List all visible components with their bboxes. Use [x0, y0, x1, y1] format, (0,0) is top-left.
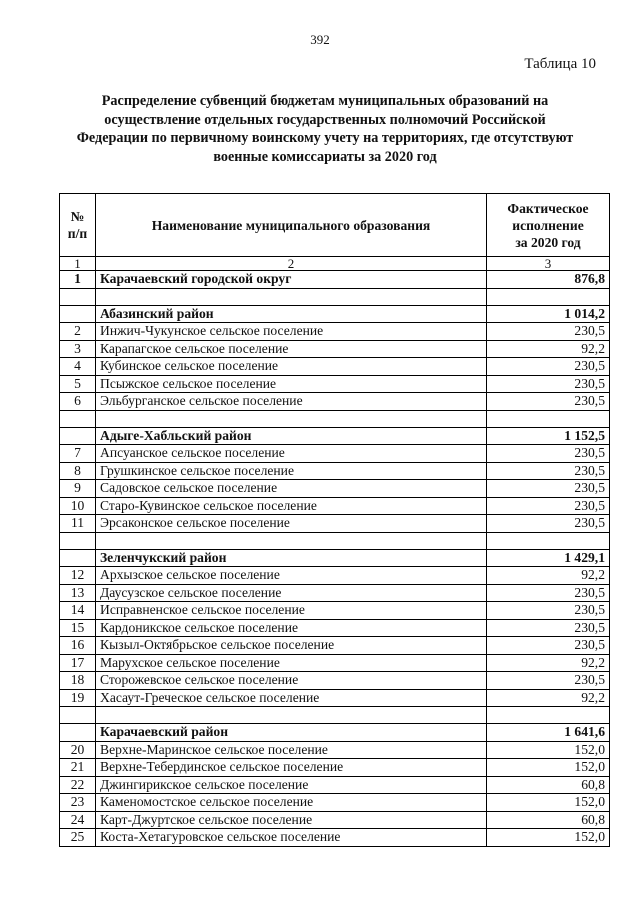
row-value — [487, 288, 610, 305]
row-number: 1 — [60, 271, 96, 289]
table-header-row — [60, 194, 610, 257]
row-value: 1 641,6 — [487, 724, 610, 742]
row-name: Кызыл-Октябрьское сельское поселение — [96, 637, 487, 655]
row-number — [60, 427, 96, 445]
row-name: Эрсаконское сельское поселение — [96, 515, 487, 533]
row-number — [60, 410, 96, 427]
row-number: 4 — [60, 358, 96, 376]
row-name: Грушкинское сельское поселение — [96, 462, 487, 480]
row-value: 92,2 — [487, 689, 610, 707]
row-value — [487, 410, 610, 427]
table-spacer-row — [60, 532, 610, 549]
table-row — [60, 497, 610, 515]
row-value: 230,5 — [487, 323, 610, 341]
table-spacer-row — [60, 410, 610, 427]
table-row — [60, 672, 610, 690]
row-number: 10 — [60, 497, 96, 515]
district-row — [60, 549, 610, 567]
row-number: 17 — [60, 654, 96, 672]
table-row — [60, 480, 610, 498]
row-number: 12 — [60, 567, 96, 585]
row-value: 230,5 — [487, 619, 610, 637]
row-name — [96, 288, 487, 305]
row-name: Коста-Хетагуровское сельское поселение — [96, 829, 487, 847]
row-name: Зеленчукский район — [96, 549, 487, 567]
table-spacer-row — [60, 288, 610, 305]
row-name: Джингирикское сельское поселение — [96, 776, 487, 794]
row-number: 23 — [60, 794, 96, 812]
row-value: 230,5 — [487, 462, 610, 480]
row-name: Инжич-Чукунское сельское поселение — [96, 323, 487, 341]
row-value — [487, 532, 610, 549]
row-number: 22 — [60, 776, 96, 794]
row-number: 13 — [60, 584, 96, 602]
row-value: 230,5 — [487, 480, 610, 498]
row-name: Даусузское сельское поселение — [96, 584, 487, 602]
row-value: 60,8 — [487, 811, 610, 829]
row-name: Адыге-Хабльский район — [96, 427, 487, 445]
row-value: 1 014,2 — [487, 305, 610, 323]
table-row — [60, 619, 610, 637]
row-name: Старо-Кувинское сельское поселение — [96, 497, 487, 515]
row-value: 92,2 — [487, 654, 610, 672]
row-value: 152,0 — [487, 794, 610, 812]
column-number: 2 — [96, 257, 487, 271]
row-number: 15 — [60, 619, 96, 637]
row-name: Хасаут-Греческое сельское поселение — [96, 689, 487, 707]
table-row — [60, 602, 610, 620]
header-value-line: Фактическое — [507, 200, 589, 216]
row-number: 21 — [60, 759, 96, 777]
row-name: Псыжское сельское поселение — [96, 375, 487, 393]
row-value: 230,5 — [487, 637, 610, 655]
row-number: 24 — [60, 811, 96, 829]
header-number-line: п/п — [67, 226, 88, 241]
row-number: 3 — [60, 340, 96, 358]
row-number: 6 — [60, 393, 96, 411]
row-number: 11 — [60, 515, 96, 533]
table-row — [60, 271, 610, 289]
row-name: Садовское сельское поселение — [96, 480, 487, 498]
table-row — [60, 375, 610, 393]
row-number: 25 — [60, 829, 96, 847]
header-name: Наименование муниципального образования — [96, 194, 487, 257]
header-number — [60, 194, 96, 257]
table-row — [60, 741, 610, 759]
row-name: Апсуанское сельское поселение — [96, 445, 487, 463]
row-value: 152,0 — [487, 759, 610, 777]
row-number — [60, 532, 96, 549]
row-number — [60, 724, 96, 742]
row-name: Эльбурганское сельское поселение — [96, 393, 487, 411]
row-number: 20 — [60, 741, 96, 759]
title-line: осуществление отдельных государственных полномочий Российской — [104, 111, 546, 128]
title-line: Федерации по первичному воинскому учету на территориях, где отсутствуют — [76, 130, 574, 146]
header-number-line: № — [70, 209, 85, 224]
row-name: Каменомостское сельское поселение — [96, 794, 487, 812]
row-name: Верхне-Тебердинское сельское поселение — [96, 759, 487, 777]
row-name: Кубинское сельское поселение — [96, 358, 487, 376]
row-number — [60, 305, 96, 323]
row-name: Архызское сельское поселение — [96, 567, 487, 585]
row-name: Абазинский район — [96, 305, 487, 323]
row-name — [96, 410, 487, 427]
row-number — [60, 549, 96, 567]
table-row — [60, 445, 610, 463]
table-row — [60, 340, 610, 358]
row-name: Карачаевский район — [96, 724, 487, 742]
row-value: 876,8 — [487, 271, 610, 289]
row-value: 60,8 — [487, 776, 610, 794]
district-row — [60, 427, 610, 445]
table-body — [60, 271, 610, 847]
row-value: 152,0 — [487, 829, 610, 847]
header-value-line: за 2020 год — [515, 234, 581, 250]
row-value: 230,5 — [487, 497, 610, 515]
district-row — [60, 724, 610, 742]
row-number: 9 — [60, 480, 96, 498]
table-row — [60, 515, 610, 533]
table-row — [60, 829, 610, 847]
row-value: 1 152,5 — [487, 427, 610, 445]
subvention-table — [59, 193, 610, 847]
table-row — [60, 654, 610, 672]
table-row — [60, 584, 610, 602]
row-name: Карапагское сельское поселение — [96, 340, 487, 358]
row-value: 230,5 — [487, 672, 610, 690]
row-value: 230,5 — [487, 445, 610, 463]
row-name: Карачаевский городской округ — [96, 271, 487, 289]
table-row — [60, 689, 610, 707]
row-name: Верхне-Маринское сельское поселение — [96, 741, 487, 759]
row-number — [60, 288, 96, 305]
row-name: Исправненское сельское поселение — [96, 602, 487, 620]
row-value: 92,2 — [487, 567, 610, 585]
row-name — [96, 707, 487, 724]
column-number: 1 — [60, 257, 96, 271]
row-number: 5 — [60, 375, 96, 393]
column-number-row — [60, 257, 610, 271]
row-number: 2 — [60, 323, 96, 341]
row-value: 230,5 — [487, 515, 610, 533]
row-name — [96, 532, 487, 549]
header-value-line: исполнение — [512, 217, 584, 233]
row-number: 8 — [60, 462, 96, 480]
table-row — [60, 794, 610, 812]
table-row — [60, 323, 610, 341]
header-value — [487, 194, 610, 257]
table-row — [60, 759, 610, 777]
row-name: Марухское сельское поселение — [96, 654, 487, 672]
table-row — [60, 358, 610, 376]
page-number: 392 — [310, 32, 330, 47]
row-value — [487, 707, 610, 724]
table-row — [60, 393, 610, 411]
table-row — [60, 776, 610, 794]
district-row — [60, 305, 610, 323]
table-spacer-row — [60, 707, 610, 724]
row-value: 230,5 — [487, 375, 610, 393]
table-row — [60, 811, 610, 829]
row-number: 7 — [60, 445, 96, 463]
column-number: 3 — [487, 257, 610, 271]
row-name: Кардоникское сельское поселение — [96, 619, 487, 637]
row-number: 19 — [60, 689, 96, 707]
title-line: военные комиссариаты за 2020 год — [213, 148, 437, 165]
row-value: 230,5 — [487, 393, 610, 411]
row-value: 92,2 — [487, 340, 610, 358]
row-value: 230,5 — [487, 358, 610, 376]
row-number: 16 — [60, 637, 96, 655]
table-row — [60, 462, 610, 480]
row-value: 230,5 — [487, 584, 610, 602]
document-title — [60, 92, 590, 166]
row-number: 14 — [60, 602, 96, 620]
table-label: Таблица 10 — [524, 56, 596, 72]
table-row — [60, 637, 610, 655]
row-value: 230,5 — [487, 602, 610, 620]
row-value: 152,0 — [487, 741, 610, 759]
row-value: 1 429,1 — [487, 549, 610, 567]
row-number — [60, 707, 96, 724]
table-row — [60, 567, 610, 585]
row-name: Сторожевское сельское поселение — [96, 672, 487, 690]
title-line: Распределение субвенций бюджетам муниципальных образований на — [101, 93, 549, 109]
row-number: 18 — [60, 672, 96, 690]
row-name: Карт-Джуртское сельское поселение — [96, 811, 487, 829]
